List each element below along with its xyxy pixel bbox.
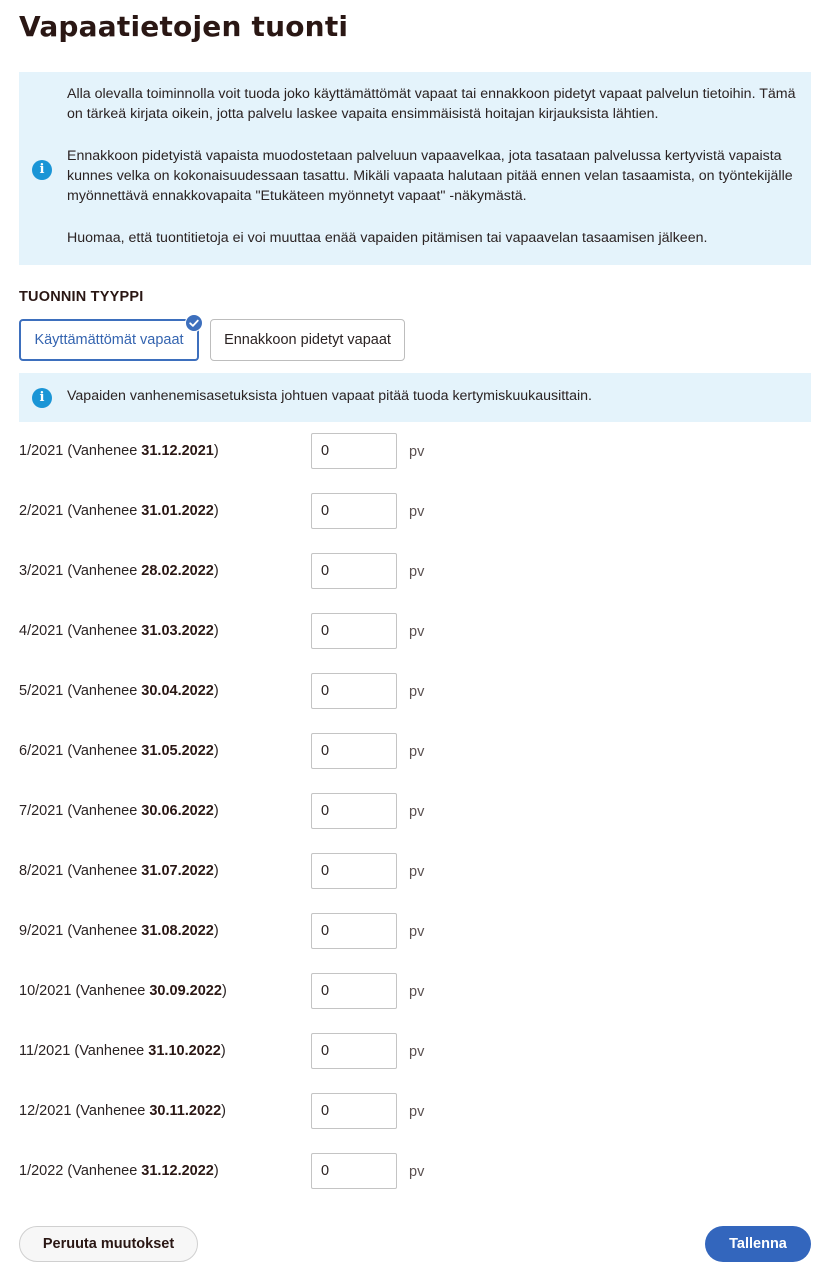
page-title: Vapaatietojen tuonti: [19, 10, 349, 43]
unit-label: pv: [409, 1164, 425, 1180]
month-days-input[interactable]: [311, 673, 397, 709]
month-days-input[interactable]: [311, 1093, 397, 1129]
info-icon: i: [32, 388, 52, 408]
month-row: [19, 853, 811, 913]
unit-label: pv: [409, 924, 425, 940]
unit-label: pv: [409, 684, 425, 700]
import-type-label: TUONNIN TYYPPI: [19, 289, 144, 305]
month-row-label: 3/2021 (Vanhenee 28.02.2022): [19, 563, 219, 579]
month-row: [19, 973, 811, 1033]
month-row: [19, 913, 811, 973]
month-days-input[interactable]: [311, 493, 397, 529]
month-row: [19, 493, 811, 553]
month-row-label: 1/2021 (Vanhenee 31.12.2021): [19, 443, 219, 459]
month-row: [19, 1093, 811, 1153]
month-row-label: 9/2021 (Vanhenee 31.08.2022): [19, 923, 219, 939]
month-days-input[interactable]: [311, 613, 397, 649]
unit-label: pv: [409, 564, 425, 580]
import-type-advance-button[interactable]: [210, 319, 405, 361]
info-text: [67, 84, 807, 248]
info-paragraph-2: Ennakkoon pidetyistä vapaista muodostetaan palveluun vapaavelkaa, jota tasataan palvelussa kertyvistä vapaista kunnes velka on kokonaisuudessaan tasattu. Mikäli vapaata halutaan pitää ennen velan tasaamista, on työntekijälle myönnettävä ennakkovapaita "Etukäteen myönnetyt vapaat" -näkymästä.: [67, 148, 793, 204]
month-days-input[interactable]: [311, 913, 397, 949]
unit-label: pv: [409, 1104, 425, 1120]
unit-label: pv: [409, 984, 425, 1000]
month-row: [19, 433, 811, 493]
month-days-input[interactable]: [311, 793, 397, 829]
month-row-label: 1/2022 (Vanhenee 31.12.2022): [19, 1163, 219, 1179]
unit-label: pv: [409, 744, 425, 760]
unit-label: pv: [409, 864, 425, 880]
month-row-label: 10/2021 (Vanhenee 30.09.2022): [19, 983, 227, 999]
month-row: [19, 1033, 811, 1093]
import-type-advance-label: Ennakkoon pidetyt vapaat: [224, 332, 391, 348]
check-icon: [185, 314, 203, 332]
unit-label: pv: [409, 804, 425, 820]
month-row: [19, 553, 811, 613]
month-days-input[interactable]: [311, 853, 397, 889]
info-paragraph-3: Huomaa, että tuontitietoja ei voi muuttaa enää vapaiden pitämisen tai vapaavelan tasaamisen jälkeen.: [67, 230, 708, 246]
month-row: [19, 733, 811, 793]
info-paragraph-1: Alla olevalla toiminnolla voit tuoda joko käyttämättömät vapaat tai ennakkoon pidetyt vapaat palvelun tietoihin. Tämä on tärkeä kirjata oikein, jotta palvelu laskee vapaita ensimmäisistä hoitajan kirjauksista lähtien.: [67, 86, 796, 122]
month-row-label: 12/2021 (Vanhenee 30.11.2022): [19, 1103, 226, 1119]
month-row: [19, 613, 811, 673]
month-row: [19, 1153, 811, 1213]
unit-label: pv: [409, 624, 425, 640]
month-row-label: 6/2021 (Vanhenee 31.05.2022): [19, 743, 219, 759]
month-row-label: 5/2021 (Vanhenee 30.04.2022): [19, 683, 219, 699]
month-days-input[interactable]: [311, 733, 397, 769]
month-days-input[interactable]: [311, 1153, 397, 1189]
unit-label: pv: [409, 504, 425, 520]
cancel-changes-button[interactable]: Peruuta muutokset: [19, 1226, 198, 1262]
month-days-input[interactable]: [311, 1033, 397, 1069]
info-icon: i: [32, 160, 52, 180]
notice-box: [19, 373, 811, 422]
month-row: [19, 673, 811, 733]
month-row-label: 8/2021 (Vanhenee 31.07.2022): [19, 863, 219, 879]
month-rows: [19, 433, 811, 1213]
save-button[interactable]: Tallenna: [705, 1226, 811, 1262]
info-box: [19, 72, 811, 265]
month-days-input[interactable]: [311, 433, 397, 469]
month-row-label: 7/2021 (Vanhenee 30.06.2022): [19, 803, 219, 819]
unit-label: pv: [409, 444, 425, 460]
month-row: [19, 793, 811, 853]
month-row-label: 4/2021 (Vanhenee 31.03.2022): [19, 623, 219, 639]
import-type-unused-button[interactable]: [19, 319, 199, 361]
import-type-unused-label: Käyttämättömät vapaat: [34, 332, 184, 348]
month-row-label: 2/2021 (Vanhenee 31.01.2022): [19, 503, 219, 519]
notice-text: Vapaiden vanhenemisasetuksista johtuen vapaat pitää tuoda kertymiskuukausittain.: [67, 388, 592, 404]
unit-label: pv: [409, 1044, 425, 1060]
month-row-label: 11/2021 (Vanhenee 31.10.2022): [19, 1043, 226, 1059]
month-days-input[interactable]: [311, 553, 397, 589]
month-days-input[interactable]: [311, 973, 397, 1009]
